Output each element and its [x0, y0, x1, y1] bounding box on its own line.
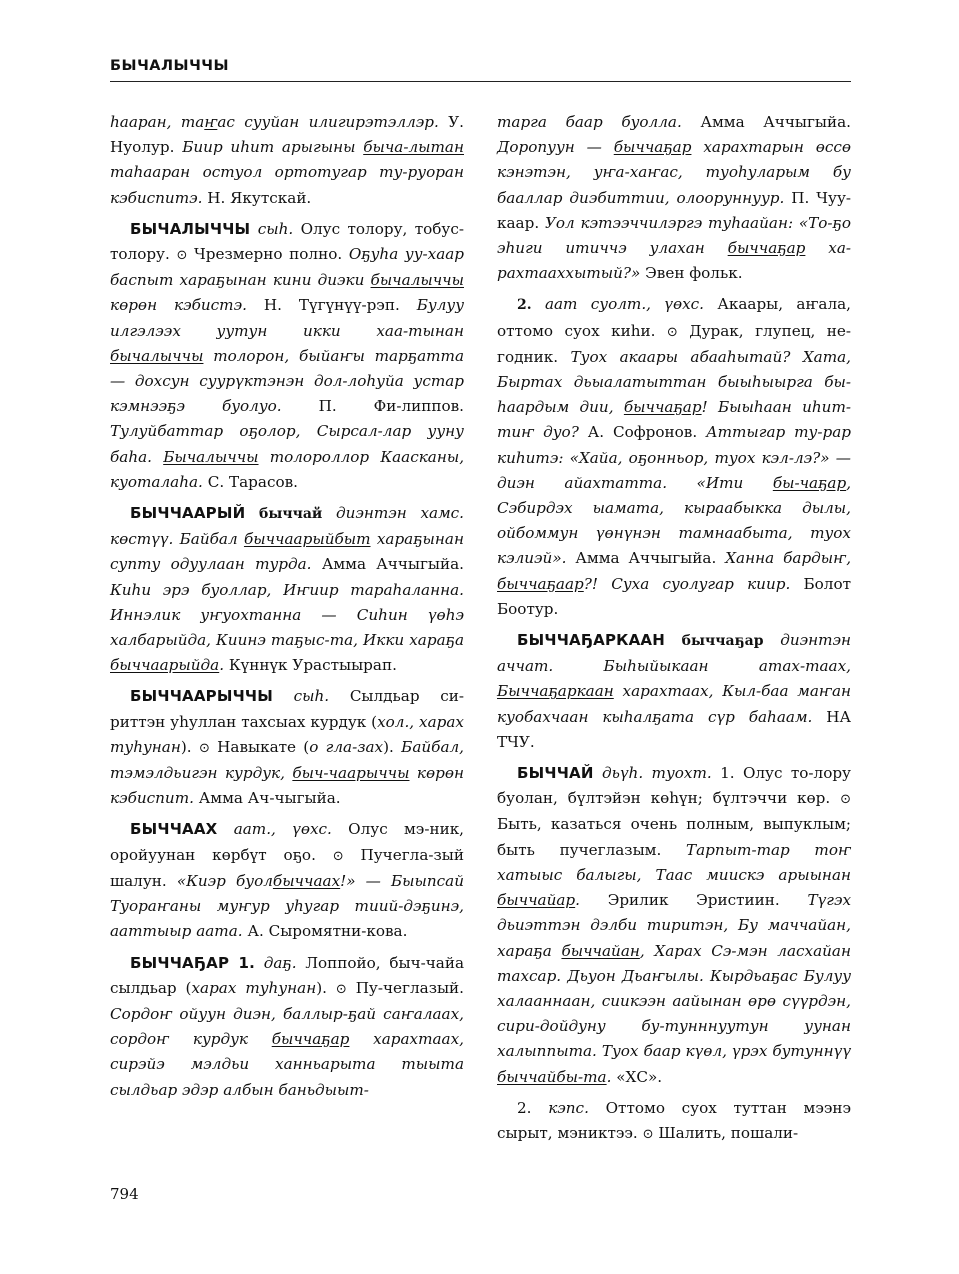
dictionary-entry — [497, 1096, 851, 1147]
example-text: Быһыйыкаан атах-таах, — [603, 657, 851, 676]
definition: 1. Олус то-лору буолан, бүлтэйэн көһүн; бүлтэччи көр. — [497, 764, 851, 808]
dictionary-entry — [497, 292, 851, 622]
russian-note: о гла-зах — [309, 737, 384, 756]
example-text: Байбал — [179, 530, 238, 549]
headword-in-example: быччаҕар — [613, 138, 692, 157]
russian-translation: Шалить, пошали- — [658, 1123, 799, 1142]
example-text: Доропуун — — [497, 138, 602, 157]
example-text: , Сэбирдэх ыамата, кыраабыкка дылы, ойбоммун үөнүнэн тамнаабыта, туох кэлиэй». — [497, 473, 852, 568]
example-text: Биир иһит арыгыны — [182, 138, 356, 157]
headword: БЫЧЧАЙ — [517, 764, 594, 783]
source-citation: Амма Ач-чыгыйа. — [198, 789, 341, 808]
example-text: «Киэр буол — [176, 871, 273, 890]
definition: Олус толору, тобус-толору. — [110, 219, 464, 264]
source-citation: А. Сыромятни-кова. — [247, 922, 408, 941]
example-text: ?! Суха суолугар киир. — [583, 574, 791, 593]
source-citation: П. Фи-липпов. — [318, 397, 465, 416]
headword-in-example: быччаах — [272, 871, 341, 890]
headword-in-example: бычалыччы — [370, 271, 464, 290]
headword-in-example: Бычалыччы — [163, 447, 259, 466]
dictionary-entry — [110, 684, 464, 811]
headword-in-example: быччайбы-та — [497, 1067, 607, 1086]
definition-note: харах туһунан — [191, 978, 317, 997]
russian-translation: Быть, казаться очень полным, выпуклым; быть пучеглазым. — [497, 815, 851, 859]
example-text: й — [270, 113, 281, 131]
example-text: , Харах Сэ-мэн ласхайан тахсар. Дьуон Дьаҥылы. Кырдьаҕас Булуу халааннаан, сиикээн аайынан өрө сүүрдэн, сири-дойдуну бу-тунннуутун уунан халыппыта. Туох баар күөл, үрэх бутуннүү — [497, 941, 851, 1061]
source-citation: «ХС». — [616, 1067, 663, 1086]
source-citation: П. Чуу-каар. — [497, 188, 852, 232]
russian-translation: Пу-чеглазый. — [355, 978, 465, 997]
source-citation: Амма Аччыгыйа. — [321, 555, 465, 574]
example-text: ! Быыһаан иһит-тиҥ дуо? — [497, 398, 852, 442]
example-text: харахтарын өссө кэнэтэн, уҥа-хаҥас, туоһуларым бу бааллар диэбиттии, олооруннуур. — [497, 138, 852, 207]
headword-in-example: быч-чаарыччы — [292, 764, 410, 783]
headword-in-example: быччаҕаар — [497, 574, 584, 593]
headword-in-example: быччаҕар — [271, 1030, 350, 1049]
example-text: толорон, быйаҥы тарҕатта — дохсун суурүктэнэн дол-лоһуйа устар кэмнээҕэ буолуо. — [110, 346, 465, 416]
example-text: Тарпыт-тар тоҥ хатыыс балыгы, Таас миискэ арыынан — [497, 840, 851, 884]
headword-in-example: бы-чаҕар — [772, 473, 847, 492]
source-citation: Эвен фольк. — [645, 264, 743, 283]
source-citation: Күннүк Урастыырап. — [228, 656, 397, 675]
definition: ). — [316, 978, 327, 997]
definition: Акаары, аҥала, оттомо суох киһи. — [497, 295, 851, 340]
source-citation: Эрилик Эристиин. — [607, 891, 780, 910]
example-text: көрөн кэбиспит. — [110, 764, 465, 808]
example-text: харахтаах, сирэйэ мэлдьи ханньарыта тыыта сылдьар эдэр албын баньдыыт- — [110, 1030, 464, 1099]
translation-marker-icon: ⊙ — [642, 1126, 654, 1142]
example-text: . — [606, 1067, 612, 1086]
entry-continuation — [497, 110, 851, 286]
russian-translation: Пучегла-зый шалун. — [110, 845, 464, 890]
grammar-label: кэпс. — [548, 1098, 589, 1117]
sense-number: 2. — [517, 1098, 532, 1117]
source-citation: Н. Түгүнүү-рэп. — [263, 296, 400, 315]
example-text: Аттыгар ту-рар киһитэ: «Хайа, оҕонньор, туох кэл-лэ?» — диэн айахтатта. «Ити — [497, 423, 851, 492]
example-text: ҥ — [204, 113, 218, 131]
source-citation: С. Тарасов. — [207, 472, 298, 491]
dictionary-entry — [110, 951, 464, 1103]
page-number: 794 — [110, 1185, 139, 1203]
example-text: . — [575, 891, 580, 910]
example-text: Оҕуһа уу-хаар баспыт хараҕынан кини диэки — [110, 245, 465, 290]
headword: БЫЧАЛЫЧЧЫ — [130, 219, 251, 238]
example-text: Байбал, тэмэлдьигэн курдук, — [110, 737, 464, 783]
example-text: Уол кэтээччилэргэ туһаайан: «То-ҕо эһиги итиччэ улахан — [497, 213, 852, 258]
example-text: Ханна бардыҥ, — [725, 549, 852, 568]
source-citation: У. Нуолур. — [110, 113, 464, 157]
definition: Лоппойо, быч-чайа сылдьар ( — [110, 953, 465, 997]
example-text: харахтаах, Кыл-баа маҥан куобахчаан кыһалҕата сүр баһаам. — [497, 682, 851, 726]
grammar-label: диэнтэн хамс. көстүү. — [110, 504, 464, 549]
dictionary-entry — [110, 217, 464, 495]
definition: Олус мэ-ник, оройуунан көрбүт оҕо. — [110, 820, 465, 864]
grammar-label: дьүһ. туохт. — [601, 764, 712, 783]
source-citation: Амма Аччыгыйа. — [700, 113, 851, 131]
headword-in-example: бычалыччы — [110, 346, 204, 365]
translation-marker-icon: ⊙ — [198, 740, 210, 756]
grammar-label: диэнтэн аччат. — [497, 631, 852, 676]
example-text: . — [219, 656, 225, 675]
example-text: Киһи эрэ буоллар, Иҥиир тараһаланна. Иннэлик уҥуохтанна — Сиһин үөһэ халбарыйда, Киинэ таҕыс-та, Икки хараҕа — [110, 580, 464, 650]
example-text: ас суу — [217, 113, 271, 131]
grammar-label: аат., үөхс. — [233, 820, 332, 839]
example-text: Тулуйбаттар оҕолор, Сырсал-лар ууну баһа. — [110, 422, 464, 466]
example-text: Булуу илгэлээх уутун икки хаа-тынан — [110, 296, 465, 340]
example-text: толороллор Каасканы, куоталаһа. — [110, 447, 465, 491]
dictionary-entry — [497, 628, 851, 755]
grammar-label: аат суолт., үөхс. — [544, 295, 705, 314]
source-citation: А. Софронов. — [587, 423, 698, 442]
definition-note: хол., харах туһунан — [110, 712, 464, 756]
example-text: р — [355, 113, 366, 131]
russian-translation: ). — [383, 737, 394, 756]
entry-continuation — [110, 110, 464, 211]
example-text: Туох акаары абааһытай? Хата, Быртах дьыалатыттан быыһыырга бы-һаардым дии, — [497, 347, 851, 417]
example-text: !» — Быыпсай Туораҥаны муҥур уһугар тиий-дэҕинэ, ааттыыр аата. — [110, 871, 464, 941]
source-citation: Н. Якутскай. — [207, 188, 312, 207]
example-text: тарга баар буолла. — [497, 113, 682, 131]
example-text: этэллэр. — [365, 113, 439, 131]
example-text: Сордоҥ ойуун диэн, баллыр-ҕай саҥалаах, сордоҥ курдук — [110, 1004, 464, 1049]
headword-in-example: быччаҕар — [623, 398, 702, 417]
headword: БЫЧЧААРЫЧЧЫ — [130, 687, 273, 706]
headword-in-example: быча-лытан — [363, 138, 464, 157]
headword: БЫЧЧААРЫЙ — [130, 504, 246, 523]
dictionary-entry — [110, 501, 464, 678]
dictionary-entry — [497, 761, 851, 1090]
headword: БЫЧЧААХ — [130, 820, 218, 839]
cross-reference: быччаҕар — [681, 633, 764, 650]
russian-translation: Навыкате ( — [217, 737, 310, 756]
source-citation: Амма Аччыгыйа. — [575, 549, 717, 568]
running-head: БЫЧАЛЫЧЧЫ — [110, 58, 230, 74]
dictionary-entry — [110, 817, 464, 944]
left-column — [110, 110, 464, 1109]
grammar-label: сыһ. — [293, 687, 330, 706]
cross-reference: быччай — [258, 506, 323, 523]
translation-marker-icon: ⊙ — [332, 848, 344, 864]
headword-in-example: Быччаҕаркаан — [497, 682, 614, 701]
right-column — [497, 110, 851, 1153]
example-text: таһааран остуол ортотугар ту-руоран кэбиспитэ. — [110, 163, 464, 207]
headword-in-example: быччайан — [561, 941, 640, 960]
definition: ). — [180, 737, 192, 756]
russian-translation: Дурак, глупец, не-годник. — [497, 321, 852, 366]
grammar-label: даҕ. — [263, 953, 297, 972]
source-citation: НА ТЧУ. — [497, 707, 851, 751]
translation-marker-icon: ⊙ — [666, 324, 678, 340]
sense-number: 2. — [517, 297, 532, 314]
headword-in-example: быччаарыйбыт — [243, 530, 371, 549]
headword-in-example: быччаҕар — [727, 239, 806, 258]
headword-in-example: быччаарыйда — [110, 656, 220, 675]
example-text: хараҕынан супту одуулаан турда. — [110, 530, 464, 574]
source-citation: Болот Боотур. — [497, 574, 851, 618]
grammar-label: сыһ. — [257, 219, 294, 238]
definition: Оттомо суох туттан мээнэ сырыт, мэниктээ. — [497, 1098, 851, 1142]
header-rule — [110, 81, 851, 82]
example-text: көрөн кэбистэ. — [110, 296, 247, 315]
example-text: һаaран, та — [110, 113, 205, 131]
example-text: Түгэх дьиэттэн дэлби тиритэн, Бу маччайан, хараҕа — [497, 891, 852, 960]
example-text: ха-рахтааххытый?» — [497, 239, 852, 283]
example-text: ан илиги — [280, 113, 356, 131]
translation-marker-icon: ⊙ — [840, 792, 852, 808]
translation-marker-icon: ⊙ — [176, 248, 188, 264]
headword: БЫЧЧАҔАР 1. — [130, 953, 256, 972]
translation-marker-icon: ⊙ — [335, 981, 347, 997]
headword: БЫЧЧАҔАРКААН — [517, 631, 665, 650]
headword-in-example: быччайар — [497, 891, 576, 910]
definition: Сылдьар си-риттэн уһуллан тахсыах курдук ( — [110, 687, 464, 731]
russian-translation: Чрезмерно полно. — [194, 245, 343, 264]
